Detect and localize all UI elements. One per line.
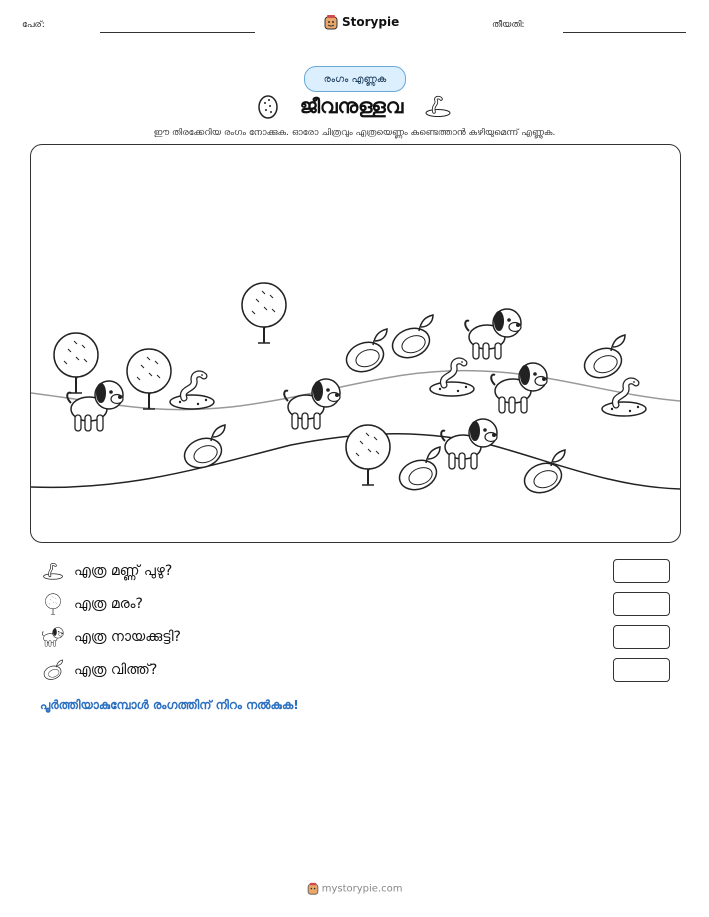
answer-box-puppy[interactable] — [613, 625, 670, 649]
seed — [342, 329, 387, 377]
puppy-icon — [42, 626, 64, 648]
tree — [54, 333, 98, 393]
tree — [242, 283, 286, 343]
brand-name: Storypie — [342, 15, 400, 29]
tree — [127, 349, 171, 409]
tree — [346, 425, 390, 485]
puppy — [284, 379, 340, 429]
scene-panel — [30, 144, 681, 543]
tree-icon — [42, 593, 64, 615]
worm — [430, 361, 474, 396]
title-row — [0, 92, 709, 119]
worm-icon — [42, 560, 64, 582]
question-row — [42, 626, 181, 648]
name-label: പേര്: — [22, 20, 45, 30]
question-row — [42, 593, 143, 615]
question-text: എത്ര മണ്ണ് പുഴു? — [74, 563, 173, 579]
question-text: എത്ര നായക്കുട്ടി? — [74, 629, 181, 645]
puppy — [465, 309, 521, 359]
activity-badge: രംഗം എണ്ണുക — [304, 66, 406, 92]
question-text: എത്ര വിത്ത്? — [74, 662, 158, 678]
seed — [395, 447, 440, 495]
scene-illustration — [31, 145, 680, 542]
seed — [580, 335, 625, 383]
seed-icon — [42, 659, 64, 681]
question-text: എത്ര മരം? — [74, 596, 143, 612]
brand-logo — [324, 14, 399, 30]
date-label: തീയതി: — [492, 20, 525, 30]
date-line[interactable] — [563, 32, 686, 33]
seed — [520, 450, 565, 498]
question-row — [42, 560, 172, 582]
worm — [602, 381, 646, 416]
puppy — [441, 419, 497, 469]
footer — [0, 882, 709, 895]
answer-box-seed[interactable] — [613, 658, 670, 682]
question-row — [42, 659, 157, 681]
pie-mascot-icon — [307, 882, 319, 895]
instructions: ഈ തിരക്കേറിയ രംഗം നോക്കുക. ഓരോ ചിത്രവും എത്രയെണ്ണം കണ്ടെത്താൻ കഴിയുമെന്ന് എണ്ണുക. — [153, 128, 556, 138]
pie-mascot-icon — [324, 14, 338, 30]
color-instruction: പൂർത്തിയാകുമ്പോൾ രംഗത്തിന് നിറം നൽകുക! — [40, 698, 299, 712]
footer-url[interactable]: mystorypie.com — [321, 883, 403, 895]
answer-box-tree[interactable] — [613, 592, 670, 616]
answer-box-worm[interactable] — [613, 559, 670, 583]
name-line[interactable] — [100, 32, 255, 33]
worm-icon — [424, 95, 452, 117]
puppy — [491, 363, 547, 413]
egg-icon — [257, 93, 279, 119]
seed — [180, 425, 225, 473]
page-title: ജീവനുള്ളവ — [299, 93, 404, 118]
seed — [388, 315, 433, 363]
worm — [170, 374, 214, 409]
